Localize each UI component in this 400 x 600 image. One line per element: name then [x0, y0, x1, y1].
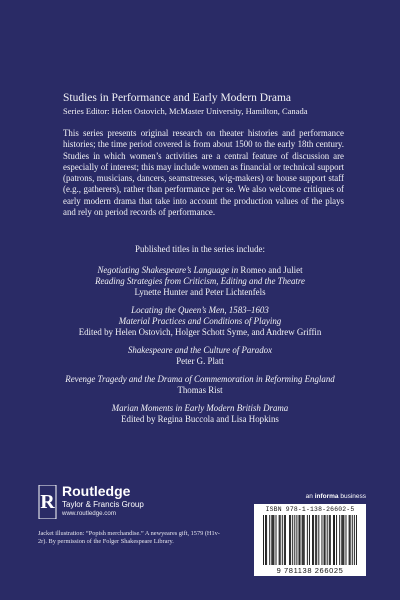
barcode-bar	[356, 515, 357, 565]
book-authors: Lynette Hunter and Peter Lichtenfels	[134, 287, 266, 297]
isbn-number: ISBN 978-1-138-26602-5	[265, 506, 355, 513]
barcode-bar	[299, 515, 300, 565]
informa-suffix: business	[338, 493, 366, 500]
barcode-panel	[254, 504, 366, 576]
barcode-bar	[263, 515, 264, 565]
barcode-bar	[309, 515, 310, 565]
book-authors: Edited by Helen Ostovich, Holger Schott Syme, and Andrew Griffin	[78, 327, 322, 337]
barcode-bar	[302, 515, 303, 565]
barcode-bar	[289, 515, 290, 565]
barcode-bar	[318, 515, 319, 565]
barcode-bar	[321, 515, 322, 565]
book-authors: Peter G. Platt	[176, 356, 224, 366]
series-header	[63, 92, 363, 117]
barcode-bar	[292, 515, 293, 565]
list-item	[0, 345, 400, 367]
barcode-bar	[265, 515, 266, 565]
barcode-bar	[285, 515, 286, 565]
barcode-bar	[273, 515, 274, 565]
publisher-logo	[38, 483, 198, 523]
barcode-bar	[342, 515, 343, 565]
barcode-bar	[315, 515, 316, 565]
barcode-bar	[272, 515, 273, 565]
list-item	[0, 265, 400, 298]
barcode-bar	[269, 515, 270, 565]
barcode-bar	[349, 515, 350, 565]
barcode-bar	[313, 515, 314, 565]
barcode-bar	[350, 515, 351, 565]
barcode-bar	[294, 515, 295, 565]
barcode-bar	[279, 515, 280, 565]
publisher-url: www.routledge.com	[62, 510, 116, 517]
barcode-bar	[330, 515, 331, 565]
barcode-bar	[354, 515, 355, 565]
barcode-bar	[284, 515, 285, 565]
barcode-bar	[307, 515, 308, 565]
list-item	[0, 374, 400, 396]
barcode-bar	[325, 515, 326, 565]
jacket-illustration-credit: Jacket illustration: “Popish merchandise.” A newyeares gift, 1579 (H1v-2r). By permission of the Folger Shakespeare Library.	[38, 530, 220, 545]
barcode-bar	[343, 515, 344, 565]
svg-text:R: R	[40, 491, 55, 513]
informa-tagline	[306, 493, 366, 501]
barcode-digits: 9 781138 266025	[276, 566, 344, 575]
barcode-bar	[339, 515, 340, 565]
publisher-group: Taylor & Francis Group	[62, 500, 144, 509]
book-authors: Thomas Rist	[177, 385, 223, 395]
series-title: Studies in Performance and Early Modern Drama	[63, 92, 292, 104]
barcode-bar	[304, 515, 305, 565]
published-heading: Published titles in the series include:	[135, 244, 265, 254]
list-item	[0, 305, 400, 338]
barcode-bar	[346, 515, 347, 565]
publisher-name: Routledge	[62, 483, 131, 499]
book-title: Marian Moments in Early Modern British Drama	[111, 403, 289, 413]
barcode-bar	[290, 515, 291, 565]
book-title: Revenge Tragedy and the Drama of Commemoration in Reforming England	[65, 374, 335, 384]
barcode-bar	[300, 515, 301, 565]
informa-brand: informa	[314, 493, 339, 500]
book-title: Shakespeare and the Culture of Paradox	[127, 345, 273, 355]
barcode-bar	[280, 515, 281, 565]
barcode-icon	[263, 515, 357, 565]
book-authors: Edited by Regina Buccola and Lisa Hopkins	[121, 414, 279, 424]
list-item	[0, 403, 400, 425]
routledge-logo-icon	[38, 485, 58, 519]
barcode-bar	[333, 515, 334, 565]
barcode-bar	[316, 515, 317, 565]
informa-prefix: an	[305, 493, 315, 500]
book-subtitle: Material Practices and Conditions of Playing	[118, 316, 282, 326]
barcode-bar	[352, 515, 353, 565]
book-title-part: Negotiating Shakespeare’s Language in	[97, 265, 239, 275]
book-title: Locating the Queen’s Men, 1583–1603	[131, 305, 269, 315]
barcode-bar	[341, 515, 342, 565]
barcode-bar	[303, 515, 304, 565]
book-subtitle: Reading Strategies from Criticism, Editing and the Theatre	[95, 276, 305, 286]
barcode-bar	[266, 515, 267, 565]
barcode-bar	[329, 515, 330, 565]
barcode-bar	[324, 515, 325, 565]
published-titles-list	[0, 265, 400, 432]
barcode-bar	[327, 515, 328, 565]
barcode-bar	[276, 515, 277, 565]
barcode-bar	[282, 515, 283, 565]
barcode-bar	[336, 515, 337, 565]
barcode-bar	[334, 515, 335, 565]
barcode-bar	[296, 515, 297, 565]
series-description: This series presents original research on theater histories and performance histories; the time period covered is from about 1500 to the early 18th century. Studies in which women’s activities are a central feature of discussion are especially of interest; this may include women as financial or technical support (patrons, musicians, dancers, seamstresses, wig-makers) or house support staff (e.g., gatherers), rather than performance per se. We also welcome critiques of early modern drama that take into account the production values of the plays and rely on period records of performance.	[63, 128, 344, 218]
barcode-bar	[271, 515, 272, 565]
barcode-bar	[312, 515, 313, 565]
series-editor: Series Editor: Helen Ostovich, McMaster University, Hamilton, Canada	[63, 106, 308, 116]
book-title-part: Romeo and Juliet	[238, 265, 303, 275]
